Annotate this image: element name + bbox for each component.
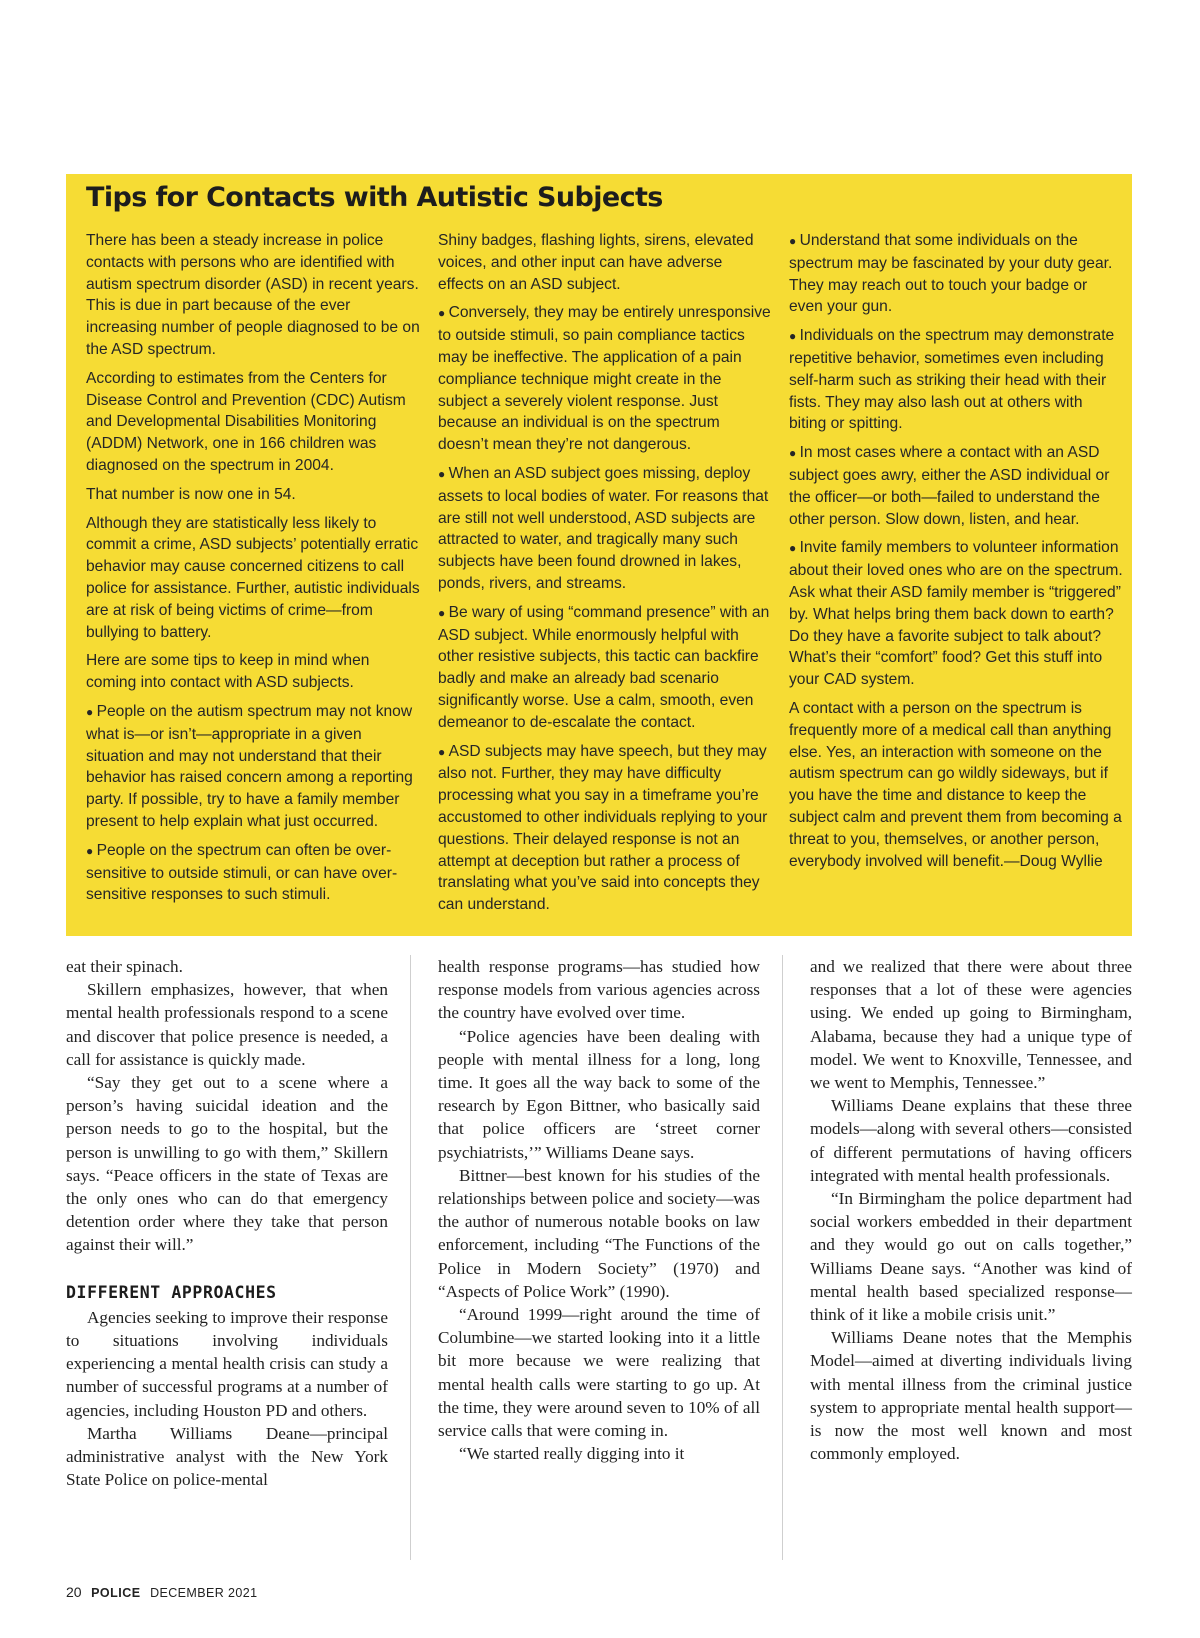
sidebar-paragraph: That number is now one in 54.	[86, 485, 296, 503]
sidebar-tip: ● Invite family members to volunteer information about their loved ones who are on the spectrum. Ask what their ASD family member is “triggered” by. What helps bring them back down to earth? Do they have a favorite subject to talk about? What’s their “comfort” food? Get this stuff into your CAD system.	[789, 537, 1123, 691]
article-paragraph: Skillern emphasizes, however, that when mental health professionals respond to a scene and discover that police presence is needed, a call for assistance is quickly made.	[66, 980, 388, 1069]
article-paragraph: “Say they get out to a scene where a person’s having suicidal ideation and the person needs to go to the hospital, but the person is unwilling to go with them,” Skillern says. “Peace officers in the state of Texas are the only ones who can do that emergency detention order where they take that person against their will.”	[66, 1073, 388, 1255]
sidebar-tip: ● ASD subjects may have speech, but they may also not. Further, they may have difficulty processing what you say in a timeframe you’re accustomed to other individuals replying to your questions. Their delayed response is not an attempt at deception but rather a process of translating what you’ve said into concepts they can understand.	[438, 741, 772, 916]
article-paragraph: “In Birmingham the police department had social workers embedded in their department and they would go out on calls together,” Williams Deane says. “Another was kind of mental health based specialized response—think of it like a mobile crisis unit.”	[810, 1189, 1132, 1325]
section-subhead: DIFFERENT APPROACHES	[66, 1282, 277, 1302]
issue-date: DECEMBER 2021	[150, 1586, 258, 1600]
sidebar-tip: ● Understand that some individuals on the spectrum may be fascinated by your duty gear. They may reach out to touch your badge or even your gun.	[789, 230, 1123, 318]
page-number: 20	[66, 1584, 82, 1600]
article-paragraph: and we realized that there were about three responses that a lot of these were agencies using. We ended up going to Birmingham, Alabama, because they had a unique type of model. We went to Knoxville, Tennessee, and we went to Memphis, Tennessee.”	[810, 957, 1132, 1093]
article-paragraph: Williams Deane explains that these three models—along with several others—consisted of different permutations of having officers integrated with mental health professionals.	[810, 1096, 1132, 1185]
sidebar-paragraph: There has been a steady increase in police contacts with persons who are identified with autism spectrum disorder (ASD) in recent years. This is due in part because of the ever increasing number of people diagnosed to be on the ASD spectrum.	[86, 232, 420, 358]
sidebar-title: Tips for Contacts with Autistic Subjects	[86, 182, 663, 213]
article-paragraph: “We started really digging into it	[459, 1444, 685, 1464]
sidebar-column-2	[438, 230, 772, 923]
sidebar-column-3	[789, 230, 1123, 879]
article-paragraph: health response programs—has studied how response models from various agencies across the country have evolved over time.	[438, 957, 760, 1023]
article-column-2	[438, 955, 760, 1465]
page-footer	[66, 1584, 257, 1600]
sidebar-paragraph: Although they are statistically less likely to commit a crime, ASD subjects’ potentially erratic behavior may cause concerned citizens to call police for assistance. Further, autistic individuals are at risk of being victims of crime—from bullying to battery.	[86, 514, 420, 641]
article-paragraph: “Around 1999—right around the time of Columbine—we started looking into it a little bit more because we were realizing that mental health calls were starting to go up. At the time, they were around seven to 10% of all service calls that were coming in.	[438, 1305, 760, 1441]
article-column-3	[810, 955, 1132, 1465]
sidebar-tip: ● In most cases where a contact with an ASD subject goes awry, either the ASD individual or the officer—or both—failed to understand the other person. Slow down, listen, and hear.	[789, 442, 1123, 530]
article-paragraph: Martha Williams Deane—principal administrative analyst with the New York State Police on police-mental	[66, 1423, 388, 1490]
sidebar-paragraph: According to estimates from the Centers for Disease Control and Prevention (CDC) Autism and Developmental Disabilities Monitoring (ADDM) Network, one in 166 children was diagnosed on the spectrum in 2004.	[86, 369, 406, 474]
magazine-name: POLICE	[91, 1586, 141, 1600]
sidebar-tip: ● Individuals on the spectrum may demonstrate repetitive behavior, sometimes even including self-harm such as striking their head with their fists. They may also lash out at others with biting or spitting.	[789, 325, 1123, 435]
sidebar-tip: ● When an ASD subject goes missing, deploy assets to local bodies of water. For reasons that are still not well understood, ASD subjects are attracted to water, and tragically many such subjects have been found drowned in lakes, ponds, rivers, and streams.	[438, 463, 772, 595]
sidebar-tip: ● Be wary of using “command presence” with an ASD subject. While enormously helpful with other resistive subjects, this tactic can backfire badly and make an already bad scenario significantly worse. Use a calm, smooth, even demeanor to de-escalate the contact.	[438, 602, 772, 734]
sidebar-paragraph: Shiny badges, flashing lights, sirens, elevated voices, and other input can have adverse effects on an ASD subject.	[438, 232, 754, 293]
article-paragraph: Williams Deane notes that the Memphis Model—aimed at diverting individuals living with mental illness from the criminal justice system to appropriate mental health support—is now the most well known and most commonly employed.	[810, 1328, 1132, 1464]
article-paragraph: eat their spinach.	[66, 957, 183, 976]
column-divider	[782, 955, 783, 1560]
article-paragraph: Bittner—best known for his studies of the relationships between police and society—was the author of numerous notable books on law enforcement, including “The Functions of the Police in Modern Society” (1970) and “Aspects of Police Work” (1990).	[438, 1165, 760, 1301]
tips-sidebar	[66, 174, 1132, 936]
article-column-1	[66, 955, 388, 1491]
sidebar-paragraph: A contact with a person on the spectrum is frequently more of a medical call than anything else. Yes, an interaction with someone on the autism spectrum can go wildly sideways, but if you have the time and distance to keep the subject calm and prevent them from becoming a threat to you, themselves, or another person, everybody involved will benefit.—Doug Wyllie	[789, 699, 1122, 870]
article-paragraph: “Police agencies have been dealing with people with mental illness for a long, long time. It goes all the way back to some of the research by Egon Bittner, who basically said that police officers are ‘street corner psychiatrists,’” Williams Deane says.	[438, 1026, 760, 1162]
sidebar-tip: ● People on the autism spectrum may not know what is—or isn’t—appropriate in a given situation and may not understand that their behavior has raised concern among a reporting party. If possible, try to have a family member present to help explain what just occurred.	[86, 701, 420, 833]
sidebar-tip: ● People on the spectrum can often be over-sensitive to outside stimuli, or can have over-sensitive responses to such stimuli.	[86, 840, 420, 906]
sidebar-tip: ● Conversely, they may be entirely unresponsive to outside stimuli, so pain compliance tactics may be ineffective. The application of a pain compliance technique might create in the subject a severely violent response. Just because an individual is on the spectrum doesn’t mean they’re not dangerous.	[438, 302, 772, 456]
article-paragraph: Agencies seeking to improve their response to situations involving individuals experiencing a mental health crisis can study a number of successful programs at a number of agencies, including Houston PD and others.	[66, 1307, 388, 1420]
sidebar-column-1	[86, 230, 420, 913]
column-divider	[410, 955, 411, 1560]
sidebar-paragraph: Here are some tips to keep in mind when coming into contact with ASD subjects.	[86, 652, 370, 692]
